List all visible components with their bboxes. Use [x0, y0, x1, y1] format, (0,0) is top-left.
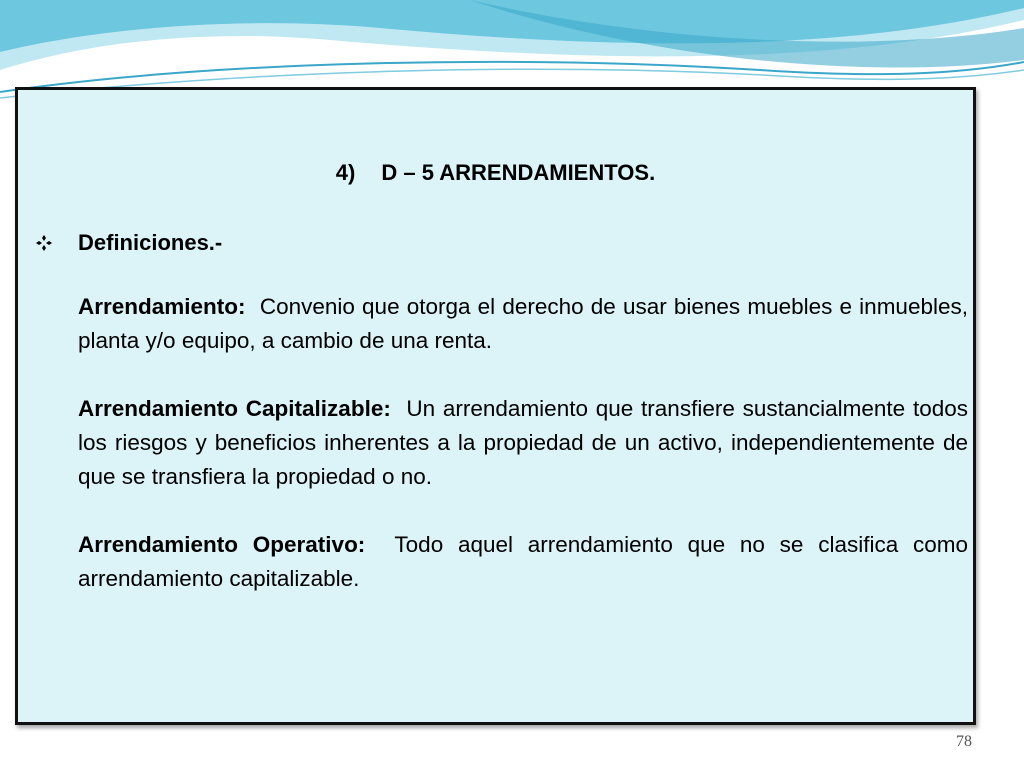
content-panel [15, 87, 976, 725]
definition-term: Arrendamiento: [78, 294, 246, 319]
title-number: 4) [335, 160, 356, 185]
definition-text: Convenio que otorga el derecho de usar bienes muebles e inmuebles, planta y/o equipo, a cambio de una renta. [78, 294, 968, 353]
slide-title [18, 160, 973, 186]
definition-term: Arrendamiento Capitalizable: [78, 396, 391, 421]
definition-item [78, 392, 968, 494]
definition-text: Todo aquel arrendamiento que no se clasifica como arrendamiento capitalizable. [78, 532, 968, 591]
definition-term: Arrendamiento Operativo: [78, 532, 366, 557]
diamond-bullet-icon [36, 235, 52, 251]
definitions-list [78, 290, 968, 630]
definition-text: Un arrendamiento que transfiere sustancialmente todos los riesgos y beneficios inherentes a la propiedad de un activo, independientemente de que se transfiera la propiedad o no. [78, 396, 968, 489]
definition-item [78, 528, 968, 596]
title-text: D – 5 ARRENDAMIENTOS. [381, 160, 656, 185]
definition-item [78, 290, 968, 358]
definitions-heading [36, 230, 222, 256]
page-number: 78 [956, 733, 972, 750]
definitions-heading-text: Definiciones.- [78, 230, 223, 255]
